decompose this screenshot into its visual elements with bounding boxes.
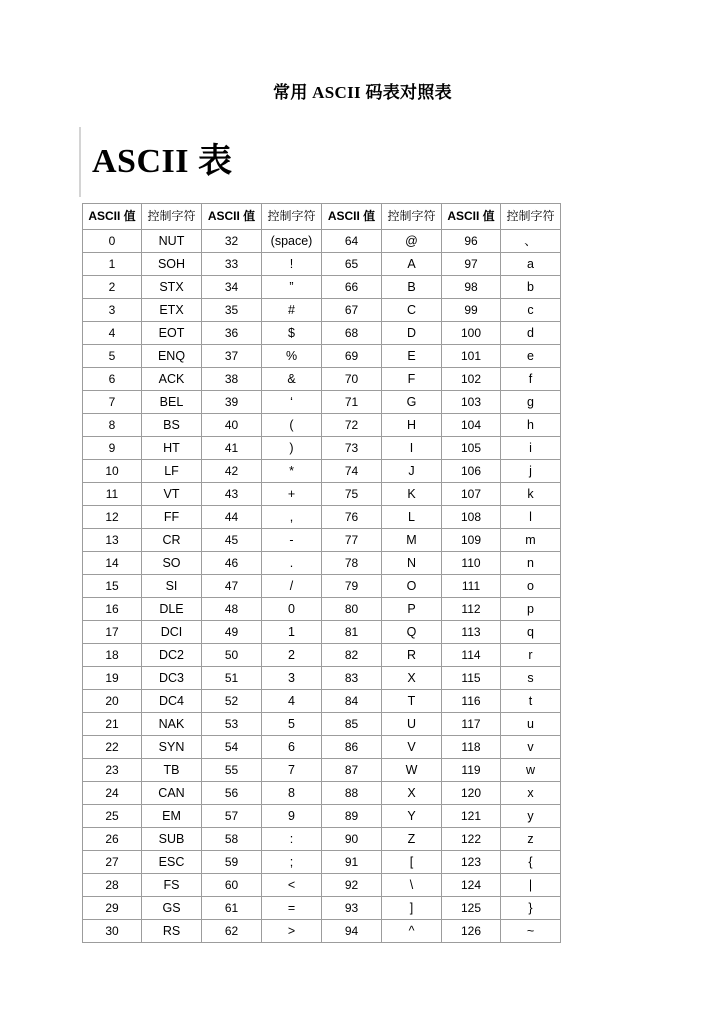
cell-control-char: -	[262, 529, 322, 552]
cell-ascii-value: 37	[202, 345, 262, 368]
cell-ascii-value: 49	[202, 621, 262, 644]
cell-ascii-value: 30	[83, 920, 142, 943]
cell-control-char: DCI	[142, 621, 202, 644]
cell-ascii-value: 45	[202, 529, 262, 552]
cell-ascii-value: 123	[442, 851, 501, 874]
column-header-ascii-value: ASCII 值	[202, 204, 262, 230]
cell-control-char: ‘	[262, 391, 322, 414]
cell-ascii-value: 14	[83, 552, 142, 575]
cell-control-char: L	[382, 506, 442, 529]
cell-control-char: !	[262, 253, 322, 276]
cell-ascii-value: 29	[83, 897, 142, 920]
cell-control-char: :	[262, 828, 322, 851]
cell-ascii-value: 18	[83, 644, 142, 667]
cell-ascii-value: 58	[202, 828, 262, 851]
cell-control-char: o	[501, 575, 561, 598]
cell-control-char: DC3	[142, 667, 202, 690]
column-header-control-char: 控制字符	[382, 204, 442, 230]
cell-ascii-value: 125	[442, 897, 501, 920]
cell-control-char: ESC	[142, 851, 202, 874]
cell-ascii-value: 110	[442, 552, 501, 575]
cell-control-char: 、	[501, 230, 561, 253]
cell-control-char: F	[382, 368, 442, 391]
cell-ascii-value: 34	[202, 276, 262, 299]
cell-control-char: f	[501, 368, 561, 391]
cell-ascii-value: 85	[322, 713, 382, 736]
cell-ascii-value: 106	[442, 460, 501, 483]
cell-ascii-value: 27	[83, 851, 142, 874]
cell-ascii-value: 38	[202, 368, 262, 391]
cell-ascii-value: 47	[202, 575, 262, 598]
table-row	[83, 897, 561, 920]
column-header-control-char: 控制字符	[142, 204, 202, 230]
cell-control-char: p	[501, 598, 561, 621]
cell-control-char: z	[501, 828, 561, 851]
table-row	[83, 483, 561, 506]
cell-ascii-value: 10	[83, 460, 142, 483]
cell-ascii-value: 120	[442, 782, 501, 805]
cell-control-char: ;	[262, 851, 322, 874]
table-row	[83, 391, 561, 414]
cell-control-char: @	[382, 230, 442, 253]
cell-control-char: TB	[142, 759, 202, 782]
cell-control-char: HT	[142, 437, 202, 460]
document-title: 常用 ASCII 码表对照表	[273, 83, 452, 102]
cell-control-char: FS	[142, 874, 202, 897]
cell-ascii-value: 15	[83, 575, 142, 598]
cell-ascii-value: 99	[442, 299, 501, 322]
cell-ascii-value: 94	[322, 920, 382, 943]
cell-control-char: U	[382, 713, 442, 736]
cell-control-char: w	[501, 759, 561, 782]
cell-ascii-value: 44	[202, 506, 262, 529]
cell-ascii-value: 93	[322, 897, 382, 920]
cell-ascii-value: 20	[83, 690, 142, 713]
cell-control-char: GS	[142, 897, 202, 920]
cell-control-char: EOT	[142, 322, 202, 345]
table-row	[83, 782, 561, 805]
table-row	[83, 736, 561, 759]
cell-control-char: 1	[262, 621, 322, 644]
table-row	[83, 299, 561, 322]
cell-ascii-value: 13	[83, 529, 142, 552]
cell-control-char: %	[262, 345, 322, 368]
cell-control-char: C	[382, 299, 442, 322]
cell-ascii-value: 66	[322, 276, 382, 299]
cell-ascii-value: 82	[322, 644, 382, 667]
cell-control-char: G	[382, 391, 442, 414]
cell-control-char: STX	[142, 276, 202, 299]
cell-control-char: 2	[262, 644, 322, 667]
cell-control-char: 0	[262, 598, 322, 621]
cell-ascii-value: 53	[202, 713, 262, 736]
cell-ascii-value: 35	[202, 299, 262, 322]
cell-control-char: I	[382, 437, 442, 460]
cell-ascii-value: 12	[83, 506, 142, 529]
cell-control-char: CR	[142, 529, 202, 552]
cell-ascii-value: 111	[442, 575, 501, 598]
cell-ascii-value: 103	[442, 391, 501, 414]
cell-control-char: j	[501, 460, 561, 483]
cell-control-char: NUT	[142, 230, 202, 253]
cell-control-char: 5	[262, 713, 322, 736]
cell-ascii-value: 69	[322, 345, 382, 368]
cell-ascii-value: 79	[322, 575, 382, 598]
cell-ascii-value: 36	[202, 322, 262, 345]
cell-ascii-value: 78	[322, 552, 382, 575]
cell-control-char: J	[382, 460, 442, 483]
cell-control-char: *	[262, 460, 322, 483]
cell-ascii-value: 64	[322, 230, 382, 253]
cell-ascii-value: 112	[442, 598, 501, 621]
table-row	[83, 345, 561, 368]
cell-control-char: Y	[382, 805, 442, 828]
cell-control-char: 3	[262, 667, 322, 690]
table-row	[83, 920, 561, 943]
cell-control-char: T	[382, 690, 442, 713]
cell-control-char: h	[501, 414, 561, 437]
cell-ascii-value: 72	[322, 414, 382, 437]
heading-block	[66, 127, 666, 197]
cell-control-char: E	[382, 345, 442, 368]
cell-ascii-value: 98	[442, 276, 501, 299]
cell-control-char: LF	[142, 460, 202, 483]
cell-ascii-value: 126	[442, 920, 501, 943]
cell-ascii-value: 54	[202, 736, 262, 759]
cell-control-char: b	[501, 276, 561, 299]
cell-ascii-value: 75	[322, 483, 382, 506]
cell-ascii-value: 3	[83, 299, 142, 322]
cell-ascii-value: 65	[322, 253, 382, 276]
cell-control-char: a	[501, 253, 561, 276]
cell-ascii-value: 92	[322, 874, 382, 897]
table-row	[83, 851, 561, 874]
cell-ascii-value: 59	[202, 851, 262, 874]
cell-control-char: >	[262, 920, 322, 943]
ascii-table-header	[83, 204, 561, 230]
cell-ascii-value: 51	[202, 667, 262, 690]
cell-ascii-value: 115	[442, 667, 501, 690]
column-header-ascii-value: ASCII 值	[322, 204, 382, 230]
cell-ascii-value: 19	[83, 667, 142, 690]
cell-ascii-value: 74	[322, 460, 382, 483]
cell-ascii-value: 97	[442, 253, 501, 276]
cell-ascii-value: 88	[322, 782, 382, 805]
cell-control-char: BS	[142, 414, 202, 437]
cell-control-char: y	[501, 805, 561, 828]
cell-control-char: d	[501, 322, 561, 345]
cell-control-char: l	[501, 506, 561, 529]
cell-control-char: ACK	[142, 368, 202, 391]
cell-control-char: m	[501, 529, 561, 552]
cell-ascii-value: 107	[442, 483, 501, 506]
cell-ascii-value: 0	[83, 230, 142, 253]
table-row	[83, 805, 561, 828]
cell-control-char: #	[262, 299, 322, 322]
cell-control-char: VT	[142, 483, 202, 506]
cell-control-char: Q	[382, 621, 442, 644]
cell-ascii-value: 2	[83, 276, 142, 299]
cell-control-char: X	[382, 782, 442, 805]
cell-control-char: M	[382, 529, 442, 552]
cell-control-char: ~	[501, 920, 561, 943]
cell-ascii-value: 76	[322, 506, 382, 529]
cell-ascii-value: 42	[202, 460, 262, 483]
cell-ascii-value: 5	[83, 345, 142, 368]
cell-control-char: NAK	[142, 713, 202, 736]
cell-control-char: v	[501, 736, 561, 759]
column-header-ascii-value: ASCII 值	[83, 204, 142, 230]
cell-ascii-value: 122	[442, 828, 501, 851]
cell-ascii-value: 81	[322, 621, 382, 644]
column-header-control-char: 控制字符	[262, 204, 322, 230]
cell-control-char: ,	[262, 506, 322, 529]
table-row	[83, 276, 561, 299]
cell-ascii-value: 91	[322, 851, 382, 874]
cell-ascii-value: 117	[442, 713, 501, 736]
cell-ascii-value: 89	[322, 805, 382, 828]
cell-ascii-value: 43	[202, 483, 262, 506]
cell-ascii-value: 26	[83, 828, 142, 851]
cell-control-char: W	[382, 759, 442, 782]
section-heading: ASCII 表	[92, 143, 233, 180]
cell-control-char: [	[382, 851, 442, 874]
cell-control-char: r	[501, 644, 561, 667]
cell-control-char: n	[501, 552, 561, 575]
cell-ascii-value: 102	[442, 368, 501, 391]
table-row	[83, 437, 561, 460]
cell-control-char: 8	[262, 782, 322, 805]
cell-control-char: }	[501, 897, 561, 920]
cell-ascii-value: 24	[83, 782, 142, 805]
cell-ascii-value: 70	[322, 368, 382, 391]
cell-control-char: Z	[382, 828, 442, 851]
cell-control-char: t	[501, 690, 561, 713]
cell-ascii-value: 119	[442, 759, 501, 782]
table-row	[83, 368, 561, 391]
cell-control-char: ENQ	[142, 345, 202, 368]
column-header-control-char: 控制字符	[501, 204, 561, 230]
cell-control-char: X	[382, 667, 442, 690]
cell-control-char: N	[382, 552, 442, 575]
cell-ascii-value: 105	[442, 437, 501, 460]
cell-ascii-value: 77	[322, 529, 382, 552]
cell-control-char: A	[382, 253, 442, 276]
table-row	[83, 506, 561, 529]
cell-control-char: D	[382, 322, 442, 345]
cell-control-char: ^	[382, 920, 442, 943]
cell-control-char: =	[262, 897, 322, 920]
cell-ascii-value: 8	[83, 414, 142, 437]
cell-control-char: q	[501, 621, 561, 644]
cell-control-char: RS	[142, 920, 202, 943]
cell-control-char: c	[501, 299, 561, 322]
cell-ascii-value: 118	[442, 736, 501, 759]
cell-control-char: O	[382, 575, 442, 598]
table-row	[83, 828, 561, 851]
cell-ascii-value: 56	[202, 782, 262, 805]
table-row	[83, 874, 561, 897]
cell-control-char: &	[262, 368, 322, 391]
cell-control-char: 4	[262, 690, 322, 713]
cell-control-char: V	[382, 736, 442, 759]
cell-ascii-value: 41	[202, 437, 262, 460]
cell-control-char: BEL	[142, 391, 202, 414]
cell-ascii-value: 16	[83, 598, 142, 621]
cell-ascii-value: 23	[83, 759, 142, 782]
cell-ascii-value: 7	[83, 391, 142, 414]
cell-ascii-value: 109	[442, 529, 501, 552]
cell-control-char: /	[262, 575, 322, 598]
cell-ascii-value: 32	[202, 230, 262, 253]
cell-ascii-value: 50	[202, 644, 262, 667]
cell-ascii-value: 28	[83, 874, 142, 897]
cell-ascii-value: 100	[442, 322, 501, 345]
cell-control-char: ”	[262, 276, 322, 299]
cell-control-char: DC2	[142, 644, 202, 667]
cell-ascii-value: 62	[202, 920, 262, 943]
table-row	[83, 253, 561, 276]
ascii-table	[82, 203, 561, 943]
cell-control-char: SI	[142, 575, 202, 598]
cell-ascii-value: 52	[202, 690, 262, 713]
cell-ascii-value: 71	[322, 391, 382, 414]
table-row	[83, 322, 561, 345]
cell-control-char: (space)	[262, 230, 322, 253]
cell-ascii-value: 1	[83, 253, 142, 276]
cell-control-char: <	[262, 874, 322, 897]
cell-control-char: .	[262, 552, 322, 575]
cell-ascii-value: 22	[83, 736, 142, 759]
cell-control-char: $	[262, 322, 322, 345]
cell-control-char: CAN	[142, 782, 202, 805]
cell-ascii-value: 46	[202, 552, 262, 575]
table-row	[83, 598, 561, 621]
table-row	[83, 690, 561, 713]
cell-ascii-value: 114	[442, 644, 501, 667]
cell-ascii-value: 39	[202, 391, 262, 414]
cell-control-char: u	[501, 713, 561, 736]
cell-ascii-value: 11	[83, 483, 142, 506]
cell-control-char: s	[501, 667, 561, 690]
cell-control-char: i	[501, 437, 561, 460]
ascii-table-container	[82, 203, 560, 943]
cell-ascii-value: 113	[442, 621, 501, 644]
cell-ascii-value: 55	[202, 759, 262, 782]
cell-control-char: ]	[382, 897, 442, 920]
table-row	[83, 414, 561, 437]
cell-ascii-value: 67	[322, 299, 382, 322]
cell-ascii-value: 90	[322, 828, 382, 851]
cell-control-char: SO	[142, 552, 202, 575]
cell-control-char: SOH	[142, 253, 202, 276]
cell-ascii-value: 73	[322, 437, 382, 460]
cell-ascii-value: 101	[442, 345, 501, 368]
cell-ascii-value: 61	[202, 897, 262, 920]
table-row	[83, 759, 561, 782]
cell-ascii-value: 33	[202, 253, 262, 276]
cell-ascii-value: 6	[83, 368, 142, 391]
cell-ascii-value: 96	[442, 230, 501, 253]
cell-control-char: (	[262, 414, 322, 437]
cell-control-char: R	[382, 644, 442, 667]
cell-control-char: |	[501, 874, 561, 897]
cell-control-char: B	[382, 276, 442, 299]
cell-ascii-value: 60	[202, 874, 262, 897]
table-row	[83, 575, 561, 598]
column-header-ascii-value: ASCII 值	[442, 204, 501, 230]
cell-control-char: ETX	[142, 299, 202, 322]
table-header-row	[83, 204, 561, 230]
cell-ascii-value: 86	[322, 736, 382, 759]
table-row	[83, 230, 561, 253]
cell-ascii-value: 83	[322, 667, 382, 690]
cell-ascii-value: 21	[83, 713, 142, 736]
cell-control-char: 7	[262, 759, 322, 782]
cell-control-char: 6	[262, 736, 322, 759]
cell-ascii-value: 48	[202, 598, 262, 621]
table-row	[83, 552, 561, 575]
table-row	[83, 621, 561, 644]
cell-ascii-value: 17	[83, 621, 142, 644]
cell-ascii-value: 9	[83, 437, 142, 460]
cell-control-char: )	[262, 437, 322, 460]
cell-control-char: H	[382, 414, 442, 437]
cell-control-char: x	[501, 782, 561, 805]
cell-control-char: FF	[142, 506, 202, 529]
table-row	[83, 460, 561, 483]
cell-control-char: DLE	[142, 598, 202, 621]
cell-control-char: k	[501, 483, 561, 506]
cell-control-char: EM	[142, 805, 202, 828]
table-row	[83, 713, 561, 736]
table-row	[83, 529, 561, 552]
cell-control-char: {	[501, 851, 561, 874]
cell-ascii-value: 40	[202, 414, 262, 437]
cell-ascii-value: 124	[442, 874, 501, 897]
cell-ascii-value: 80	[322, 598, 382, 621]
cell-ascii-value: 116	[442, 690, 501, 713]
cell-control-char: e	[501, 345, 561, 368]
cell-ascii-value: 84	[322, 690, 382, 713]
cell-control-char: SYN	[142, 736, 202, 759]
table-row	[83, 667, 561, 690]
cell-ascii-value: 68	[322, 322, 382, 345]
cell-ascii-value: 108	[442, 506, 501, 529]
cell-ascii-value: 4	[83, 322, 142, 345]
cell-control-char: SUB	[142, 828, 202, 851]
cell-control-char: DC4	[142, 690, 202, 713]
cell-ascii-value: 121	[442, 805, 501, 828]
cell-control-char: 9	[262, 805, 322, 828]
cell-control-char: \	[382, 874, 442, 897]
cell-control-char: P	[382, 598, 442, 621]
cell-control-char: g	[501, 391, 561, 414]
cell-ascii-value: 87	[322, 759, 382, 782]
ascii-table-body	[83, 230, 561, 943]
cell-ascii-value: 25	[83, 805, 142, 828]
table-row	[83, 644, 561, 667]
cell-ascii-value: 104	[442, 414, 501, 437]
heading-accent-rule	[79, 127, 81, 197]
cell-control-char: K	[382, 483, 442, 506]
cell-ascii-value: 57	[202, 805, 262, 828]
cell-control-char: +	[262, 483, 322, 506]
